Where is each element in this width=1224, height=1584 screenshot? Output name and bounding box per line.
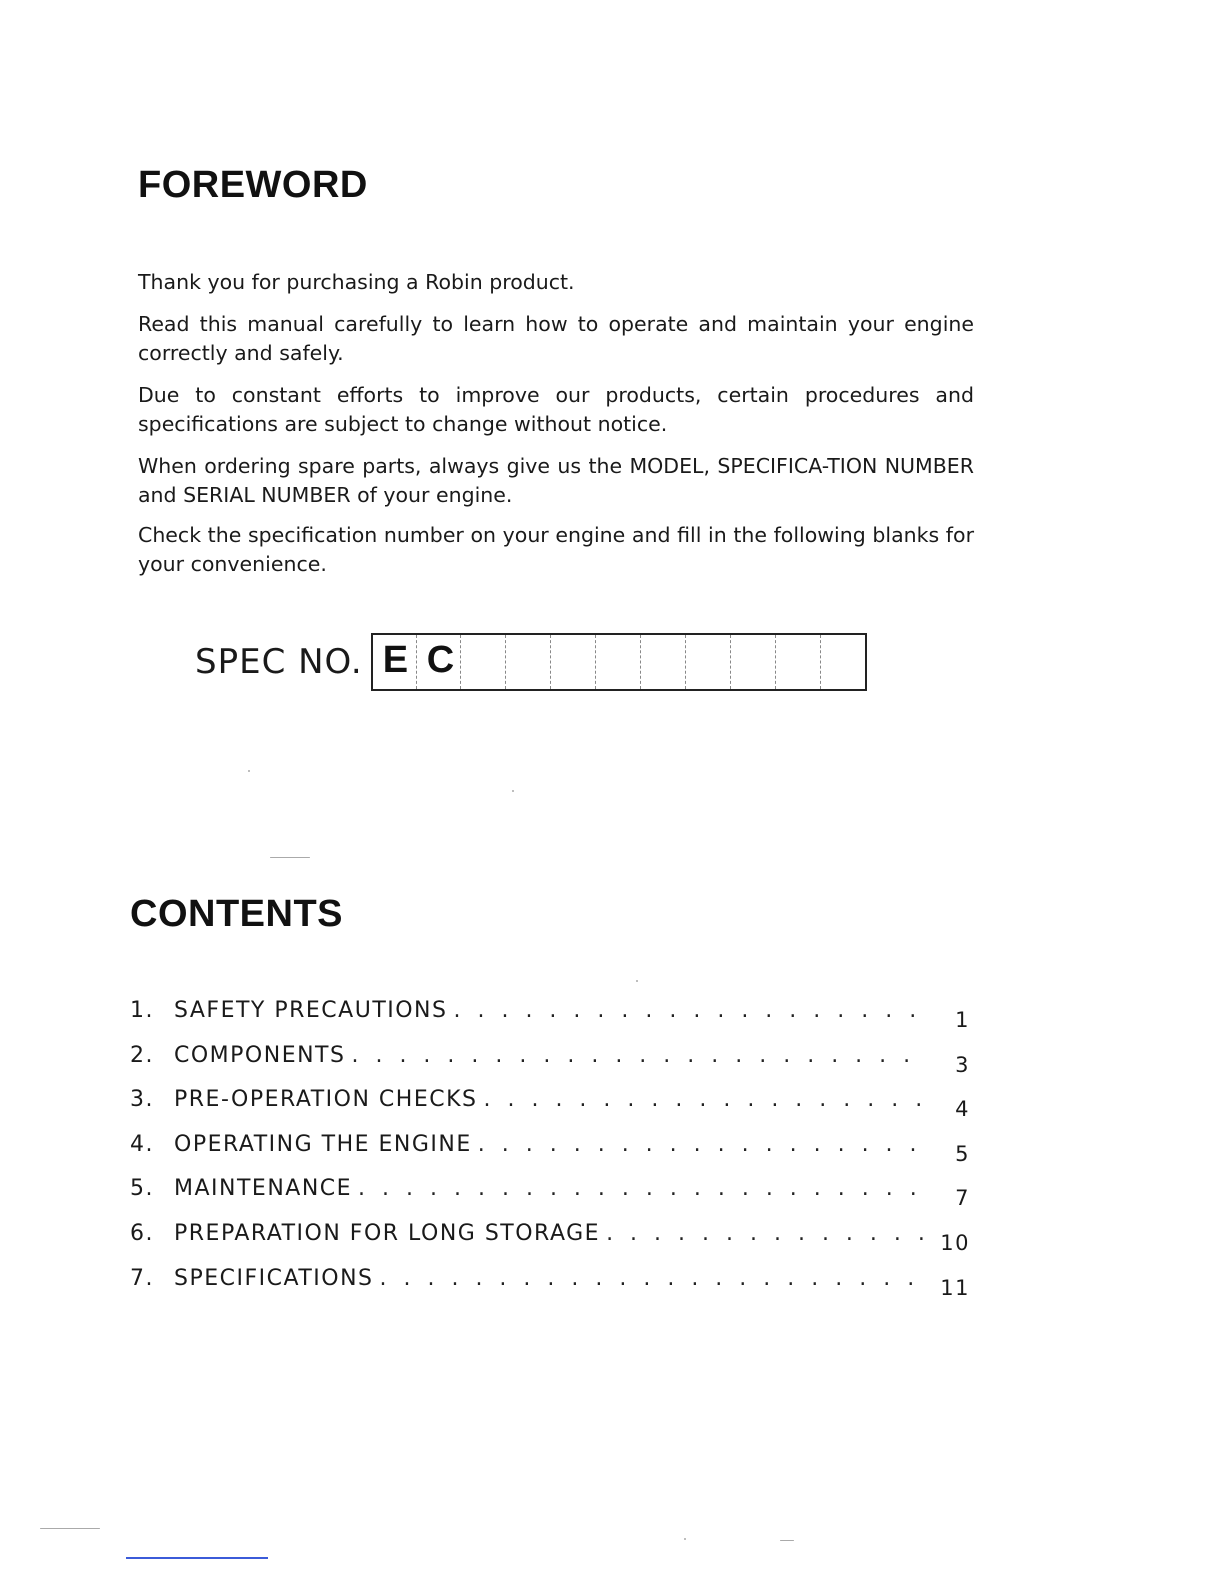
foreword-paragraph-3: Due to constant efforts to improve our products, certain procedures and specifications are subject to change without notice.	[138, 383, 974, 436]
spec-box-divider	[775, 635, 776, 689]
spec-box-divider	[460, 635, 461, 689]
spec-char-e: E	[382, 639, 409, 681]
foreword-paragraph-4: When ordering spare parts, always give us the MODEL, SPECIFICA-TION NUMBER and SERIAL NUMBER of your engine.	[138, 454, 974, 507]
scan-speck	[684, 1538, 686, 1540]
toc-leader-dots	[380, 1266, 929, 1291]
toc-item-number: 1.	[130, 998, 154, 1023]
spec-number-label: SPEC NO.	[195, 642, 363, 682]
spec-box-divider	[640, 635, 641, 689]
scan-speck	[636, 980, 638, 982]
spec-box-divider	[505, 635, 506, 689]
toc-item-number: 7.	[130, 1265, 154, 1291]
toc-item[interactable]	[130, 1221, 970, 1266]
spec-box-divider	[730, 635, 731, 689]
foreword-paragraph-5: Check the specification number on your engine and fill in the following blanks for your convenience.	[138, 523, 974, 576]
contents-heading: CONTENTS	[130, 893, 343, 935]
toc-leader-dots	[483, 1087, 928, 1112]
toc-item-number: 5.	[130, 1176, 154, 1202]
toc-item-label: SPECIFICATIONS	[174, 1265, 374, 1291]
toc-item-page: 3	[955, 1052, 970, 1077]
toc-item-number: 2.	[130, 1042, 154, 1068]
scan-speck	[40, 1528, 100, 1529]
spec-box-divider	[550, 635, 551, 689]
toc-item-page: 11	[940, 1275, 970, 1300]
toc-item-number: 6.	[130, 1220, 154, 1246]
table-of-contents	[130, 998, 970, 1310]
spec-box-divider	[685, 635, 686, 689]
spec-char-c: C	[426, 639, 455, 681]
foreword-heading: FOREWORD	[138, 164, 368, 206]
toc-item-label: OPERATING THE ENGINE	[174, 1131, 472, 1157]
toc-item-page: 10	[940, 1230, 970, 1255]
scan-speck	[270, 857, 310, 858]
spec-box-divider	[595, 635, 596, 689]
toc-item[interactable]	[130, 1132, 970, 1177]
scan-speck	[780, 1540, 794, 1541]
toc-leader-dots	[453, 998, 928, 1023]
foreword-paragraph-1: Thank you for purchasing a Robin product.	[138, 270, 575, 294]
toc-item[interactable]	[130, 1176, 970, 1221]
toc-item[interactable]	[130, 1266, 970, 1311]
toc-item[interactable]	[130, 1043, 970, 1088]
spec-box-divider	[416, 635, 417, 689]
toc-item-label: PREPARATION FOR LONG STORAGE	[174, 1220, 601, 1246]
scan-margin-mark	[126, 1557, 268, 1559]
toc-leader-dots	[351, 1043, 928, 1068]
toc-item-label: COMPONENTS	[174, 1042, 346, 1068]
scan-speck	[248, 770, 250, 772]
spec-number-field	[195, 631, 867, 693]
foreword-paragraph-2: Read this manual carefully to learn how to operate and maintain your engine correctly and safely.	[138, 312, 974, 365]
toc-item-label: MAINTENANCE	[174, 1176, 353, 1202]
toc-leader-dots	[358, 1176, 928, 1201]
scan-speck	[512, 790, 514, 792]
toc-leader-dots	[478, 1132, 928, 1157]
toc-item[interactable]	[130, 998, 970, 1043]
toc-item-number: 4.	[130, 1131, 154, 1157]
toc-item-page: 5	[955, 1141, 970, 1166]
toc-item-label: PRE-OPERATION CHECKS	[174, 1087, 478, 1113]
toc-leader-dots	[606, 1221, 928, 1246]
spec-box-divider	[820, 635, 821, 689]
toc-item-page: 1	[955, 1008, 970, 1032]
toc-item-label: SAFETY PRECAUTIONS	[174, 998, 448, 1023]
toc-item[interactable]	[130, 1087, 970, 1132]
spec-number-boxes[interactable]	[371, 633, 867, 691]
toc-item-page: 4	[955, 1097, 970, 1122]
toc-item-number: 3.	[130, 1087, 154, 1113]
toc-item-page: 7	[955, 1186, 970, 1211]
